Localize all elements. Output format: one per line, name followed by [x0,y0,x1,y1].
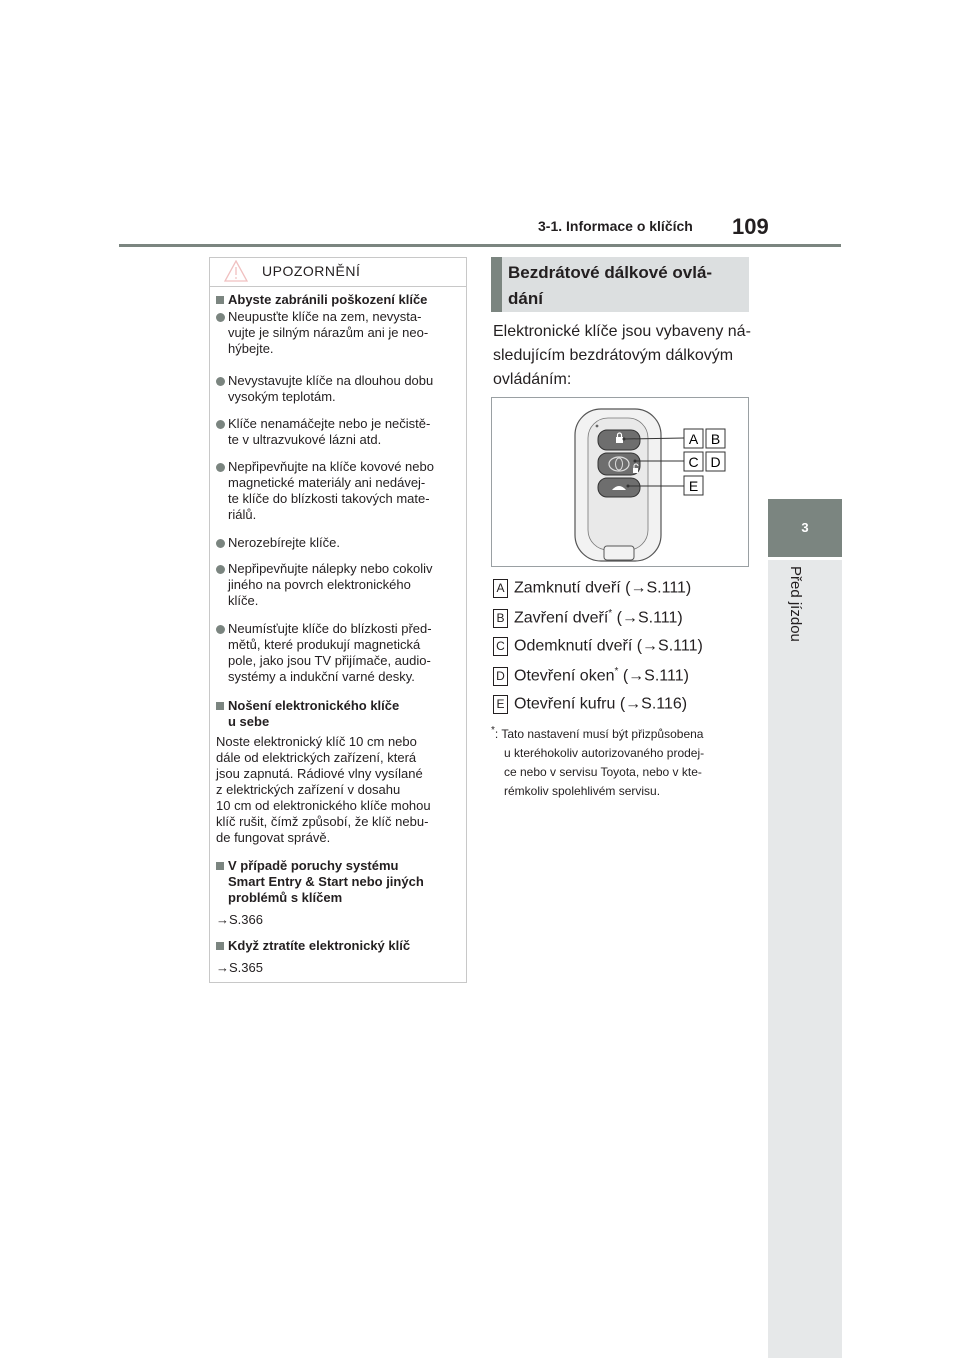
warning-divider [210,286,466,287]
item-label-box: C [493,637,508,656]
callout-label: B [710,431,721,447]
warning-bullet: te klíče do blízkosti takových mate- [228,491,430,506]
warning-bullet: vujte je silným nárazům ani je neo- [228,325,429,340]
callout-label: A [688,431,699,447]
page-reference-link[interactable]: (→S.111) [618,667,689,685]
callout-label: C [688,454,699,470]
section-square-icon [216,942,224,950]
footnote-marker: * [614,666,619,677]
warning-heading: u sebe [228,714,270,729]
warning-bullet: Nevystavujte klíče na dlouhou dobu [228,373,434,388]
warning-heading: problémů s klíčem [228,890,343,905]
function-item [493,579,691,598]
callout-label: D [710,454,721,470]
footnote-line: ce nebo v servisu Toyota, nebo v kte- [504,765,702,779]
callout-label: E [688,478,699,494]
warning-heading: Abyste zabránili poškození klíče [228,292,428,307]
warning-bullet: Nepřipevňujte na klíče kovové nebo [228,459,434,474]
page-reference-link[interactable]: →S.116) [625,695,688,713]
section-square-icon [216,702,224,710]
footnote-line: u kteréhokoliv autorizovaného prodej- [504,746,705,760]
footnote-marker: * [491,725,495,736]
item-label-box: B [493,609,508,628]
warning-bullet: hýbejte. [228,341,274,356]
warning-heading: Nošení elektronického klíče [228,698,400,713]
warning-bullet: vysokým teplotám. [228,389,336,404]
section-square-icon [216,296,224,304]
remote-intro [493,320,751,392]
warning-bullet: Neupusťte klíče na zem, nevysta- [228,309,422,324]
section-square-icon [216,862,224,870]
warning-bullet: jiného na povrch elektronického [228,577,411,592]
bullet-dot-icon [216,565,225,574]
remote-heading-line: Bezdrátové dálkové ovlá- [508,263,713,282]
page-reference-link[interactable]: →S.111) [630,579,692,597]
bullet-dot-icon [216,420,225,429]
footnote-line: Tato nastavení musí být přizpůsobena [501,727,704,741]
chapter-tab: 3 [768,499,842,557]
remote-heading [508,260,744,312]
function-item [493,637,703,656]
item-text: Zamknutí dveří ( [514,579,631,597]
warning-bullet: mětů, které produkují magnetická [228,637,421,652]
warning-heading: V případě poruchy systému [228,858,399,873]
warning-paragraph: 10 cm od elektronického klíče mohou [216,798,431,813]
function-item [493,695,687,714]
warning-bullet: Klíče nenamáčejte nebo je nečistě- [228,416,431,431]
warning-bullet: magnetické materiály ani nedávej- [228,475,426,490]
bullet-dot-icon [216,625,225,634]
item-text: Odemknutí dveří ( [514,637,643,655]
footnote: *: Tato nastavení musí být přizpůsobena u kteréhokoliv autorizovaného prodej- ce nebo v servisu Toyota, nebo v kte- rémkoliv spolehlivém servisu. [491,721,753,801]
item-text: Otevření kufru ( [514,695,626,713]
chapter-label: Před jízdou [787,566,804,642]
warning-bullet: riálů. [228,507,257,522]
page-number: 109 [732,214,769,239]
intro-line: ovládáním: [493,371,572,388]
warning-bullet: Neumísťujte klíče do blízkosti před- [228,621,432,636]
item-text: Otevření oken [514,667,615,685]
page-reference-link[interactable]: →S.365 [216,960,263,975]
warning-bullet: klíče. [228,593,259,608]
item-text: Zavření dveří [514,609,609,627]
function-item [493,608,683,628]
bullet-dot-icon [216,463,225,472]
function-item [493,666,689,686]
warning-paragraph: Noste elektronický klíč 10 cm nebo [216,734,417,749]
page-reference-link[interactable]: →S.366 [216,912,263,927]
warning-heading: Když ztratíte elektronický klíč [228,938,411,953]
chapter-sidebar [768,560,842,1358]
page-reference-link[interactable]: →S.111) [642,637,703,655]
remote-heading-accent [491,257,502,312]
page-reference-link[interactable]: (→S.111) [612,609,683,627]
item-label-box: D [493,667,508,686]
warning-paragraph: z elektrických zařízení v dosahu [216,782,401,797]
warning-paragraph: dále od elektrických zařízení, která [216,750,417,765]
section-title: 3-1. Informace o klíčích [538,218,693,234]
warning-bullet: Nerozebírejte klíče. [228,535,340,550]
footnote-marker: * [608,608,613,619]
remote-heading-line: dání [508,289,543,308]
warning-triangle-icon [224,260,248,282]
warning-bullet: pole, jako jsou TV přijímače, audio- [228,653,431,668]
smart-key-illustration [492,398,748,566]
bullet-dot-icon [216,313,225,322]
header-rule [119,244,841,247]
intro-line: sledujícím bezdrátovým dálkovým [493,347,734,364]
footnote-line: rémkoliv spolehlivém servisu. [504,784,661,798]
bullet-dot-icon [216,377,225,386]
item-label-box: A [493,579,508,598]
warning-title: UPOZORNĚNÍ [262,263,361,279]
warning-bullet: te v ultrazvukové lázni atd. [228,432,382,447]
intro-line: Elektronické klíče jsou vybaveny ná- [493,323,751,340]
item-label-box: E [493,695,508,714]
warning-paragraph: klíč rušit, čímž způsobí, že klíč nebu- [216,814,429,829]
warning-bullet: systémy a indukční varné desky. [228,669,415,684]
warning-heading: Smart Entry & Start nebo jiných [228,874,424,889]
warning-paragraph: jsou zapnutá. Rádiové vlny vysílané [216,766,423,781]
warning-bullet: Nepřipevňujte nálepky nebo cokoliv [228,561,433,576]
warning-paragraph: de fungovat správě. [216,830,331,845]
bullet-dot-icon [216,539,225,548]
